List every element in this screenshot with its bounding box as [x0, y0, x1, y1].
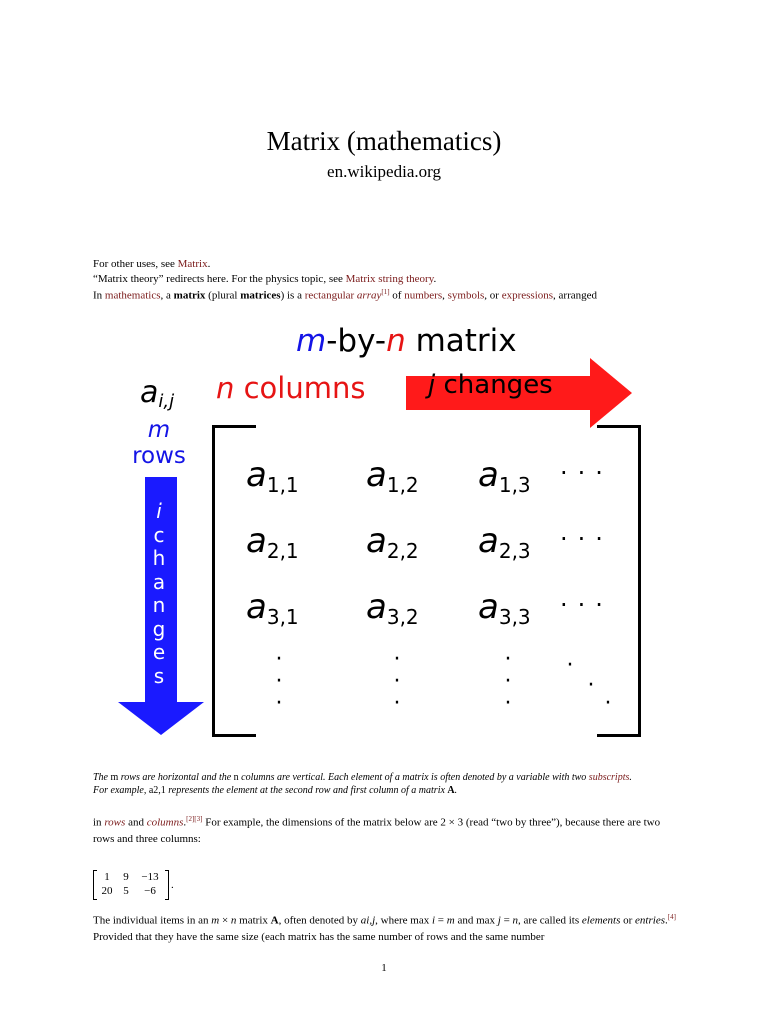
hatnote-other-uses: For other uses, see Matrix. [93, 258, 211, 270]
citation-1[interactable]: [1] [381, 288, 390, 296]
i-changes-letter: e [152, 640, 166, 664]
link-matrix-string-theory[interactable]: Matrix string theory [345, 273, 434, 285]
matrix-cell: 5 [123, 885, 129, 897]
matrix-cell: −13 [141, 871, 159, 883]
elements-paragraph: The individual items in an m × n matrix A, often denoted by ai,j, where max i = m and max j = n, are called its elements or entries.[4] Provided that they have the same size (each matrix has the same number of rows and the same number [93, 913, 676, 943]
horizontal-ellipsis: ··· [560, 525, 613, 553]
i-changes-letter: h [152, 546, 166, 570]
citation-4[interactable]: [4] [667, 913, 676, 921]
j-changes-label: j changes [428, 370, 553, 400]
i-changes-letter: g [152, 616, 166, 641]
figure-caption: The m rows are horizontal and the n columns are vertical. Each element of a matrix is often denoted by a variable with two subscripts. For example, a2,1 represents the element at the second row and first column of a matrix A. [93, 772, 632, 796]
matrix-cell: 9 [123, 871, 129, 883]
page-number: 1 [381, 962, 387, 974]
link-mathematics[interactable]: mathematics [104, 289, 161, 302]
matrix-cells [97, 871, 165, 899]
example-matrix: 1 9 −13 20 5 −6 . [93, 870, 174, 900]
i-changes-letter: n [152, 593, 166, 617]
link-array[interactable]: array [356, 289, 382, 302]
link-matrix[interactable]: Matrix [177, 258, 208, 270]
horizontal-ellipsis: ··· [560, 459, 613, 487]
m-rows-label: m rows [132, 417, 186, 469]
matrix-element: $a_{1,3}$ [478, 455, 531, 497]
page-subtitle: en.wikipedia.org [327, 162, 441, 181]
link-columns[interactable]: columns [146, 816, 184, 829]
n-columns-label: n columns [216, 371, 366, 405]
matrix-element: $a_{1,1}$ [246, 455, 299, 497]
horizontal-ellipsis: ··· [560, 591, 613, 619]
diagram-title: m-by-n matrix [296, 323, 517, 359]
matrix-cell: −6 [144, 885, 156, 897]
element-notation: $a_{i,j}$ [140, 375, 175, 413]
matrix-element: $a_{3,1}$ [246, 587, 299, 629]
matrix-diagram [0, 315, 768, 755]
i-changes-letter: i [156, 499, 162, 523]
matrix-cell: 20 [101, 885, 113, 897]
matrix-right-bracket [165, 870, 169, 900]
link-symbols[interactable]: symbols [447, 289, 485, 302]
matrix-element: $a_{2,2}$ [366, 521, 419, 563]
dimensions-paragraph: in rows and columns.[2][3] For example, the dimensions of the matrix below are 2 × 3 (read “two by three”), because there are two rows and three columns: [93, 815, 661, 845]
vertical-ellipsis: · · · [393, 647, 401, 716]
intro-sentence: In mathematics, a matrix (plural matrices) is a rectangular array[1] of numbers, symbols, or expressions, arranged [93, 288, 598, 302]
link-rectangular[interactable]: rectangular [304, 289, 355, 302]
matrix-element: $a_{2,1}$ [246, 521, 299, 563]
diagonal-ellipsis-dot: · [587, 673, 595, 698]
matrix-element: $a_{3,3}$ [478, 587, 531, 629]
page-title: Matrix (mathematics) [266, 126, 502, 156]
i-changes-label [147, 500, 171, 688]
vertical-ellipsis: · · · [275, 647, 283, 716]
matrix-cell: 1 [104, 871, 110, 883]
hatnote-redirect: “Matrix theory” redirects here. For the physics topic, see Matrix string theory. [93, 273, 437, 285]
matrix-element: $a_{2,3}$ [478, 521, 531, 563]
i-changes-letter: s [153, 663, 165, 688]
diagonal-ellipsis-dot: · [604, 691, 612, 716]
link-rows[interactable]: rows [104, 816, 126, 829]
vertical-ellipsis: · · · [504, 647, 512, 716]
matrix-element: $a_{1,2}$ [366, 455, 419, 497]
link-subscripts[interactable]: subscripts [588, 772, 630, 783]
diagonal-ellipsis-dot: · [566, 653, 574, 678]
i-changes-letter: a [152, 569, 166, 594]
i-changes-letter: c [153, 522, 165, 547]
link-numbers[interactable]: numbers [404, 289, 443, 302]
matrix-element: $a_{3,2}$ [366, 587, 419, 629]
link-expressions[interactable]: expressions [501, 289, 554, 302]
citation-2-3[interactable]: [2][3] [186, 815, 203, 823]
